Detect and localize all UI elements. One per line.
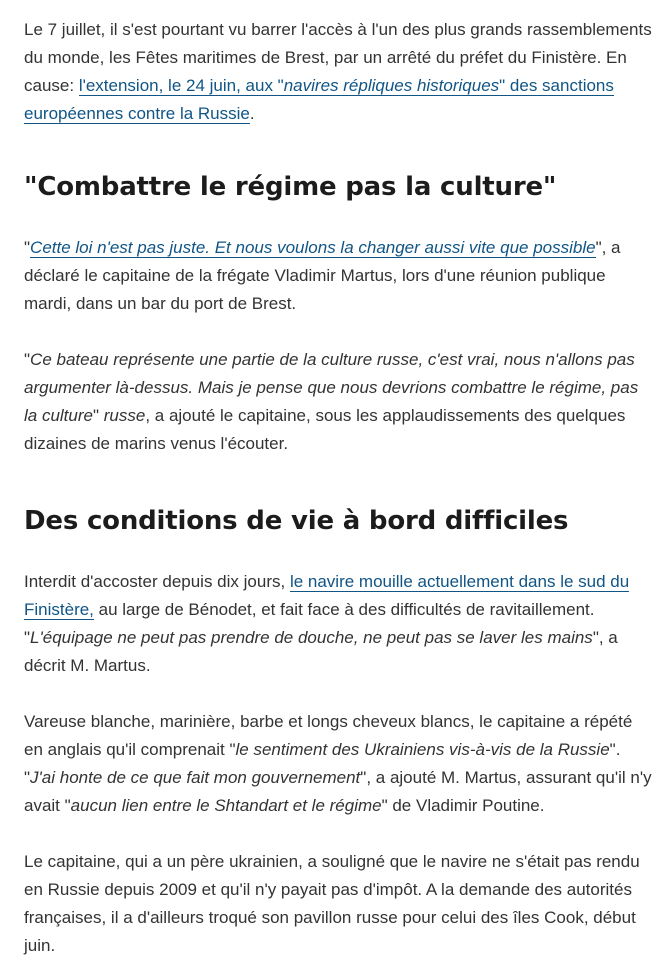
link-ship-location[interactable]: le navire mouille actuellement dans le sud du Finistère, xyxy=(24,572,630,619)
paragraph-flag-change: Le capitaine, qui a un père ukrainien, a souligné que le navire ne s'était pas rendu en Russie depuis 2009 et qu'il n'y payait pas d'impôt. A la demande des autorités françaises, il a d'ailleurs troqué son pavillon russe pour celui des îles Cook, début juin. xyxy=(24,852,640,955)
paragraph-anchorage: Interdit d'accoster depuis dix jours, le navire mouille actuellement dans le sud du Finistère, au large de Bénodet, et fait face à des difficultés de ravitaillement. "L'équipage ne peut pas prendre de douche, ne peut pas se laver les mains", a décrit M. Martus. xyxy=(24,572,630,675)
paragraph-captain-description: Vareuse blanche, marinière, barbe et longs cheveux blancs, le capitaine a répété en anglais qu'il comprenait "le sentiment des Ukrainiens vis-à-vis de la Russie". "J'ai honte de ce que fait mon gouvernement", a ajouté M. Martus, assurant qu'il n'y avait "aucun lien entre le Shtandart et le régime" de Vladimir Poutine. xyxy=(24,712,652,815)
article-body xyxy=(24,16,654,960)
paragraph-intro: Le 7 juillet, il s'est pourtant vu barrer l'accès à l'un des plus grands rassemblements du monde, les Fêtes maritimes de Brest, par un arrêté du préfet du Finistère. En cause: l'extension, le 24 juin, aux "navires répliques historiques" des sanctions européennes contre la Russie. xyxy=(24,20,652,123)
section-heading-living-conditions: Des conditions de vie à bord difficiles xyxy=(24,506,569,536)
paragraph-quote-culture: "Ce bateau représente une partie de la culture russe, c'est vrai, nous n'allons pas argumenter là-dessus. Mais je pense que nous devrions combattre le régime, pas la culture" russe, a ajouté le capitaine, sous les applaudissements des quelques dizaines de marins venus l'écouter. xyxy=(24,350,639,453)
link-sanctions-extension[interactable]: l'extension, le 24 juin, aux "navires répliques historiques" des sanctions européennes contre la Russie xyxy=(24,76,614,123)
link-quote-law[interactable]: Cette loi n'est pas juste. Et nous voulons la changer aussi vite que possible xyxy=(30,238,596,257)
paragraph-text: Le 7 juillet, il s'est pourtant vu barrer l'accès à l'un des plus grands rassemblements du monde, les Fêtes maritimes de Brest, par un arrêté du préfet du Finistère. En cause: xyxy=(24,20,652,95)
paragraph-quote-law: "Cette loi n'est pas juste. Et nous voulons la changer aussi vite que possible", a déclaré le capitaine de la frégate Vladimir Martus, lors d'une réunion publique mardi, dans un bar du port de Brest. xyxy=(24,238,621,313)
section-heading-culture: "Combattre le régime pas la culture" xyxy=(24,172,557,202)
